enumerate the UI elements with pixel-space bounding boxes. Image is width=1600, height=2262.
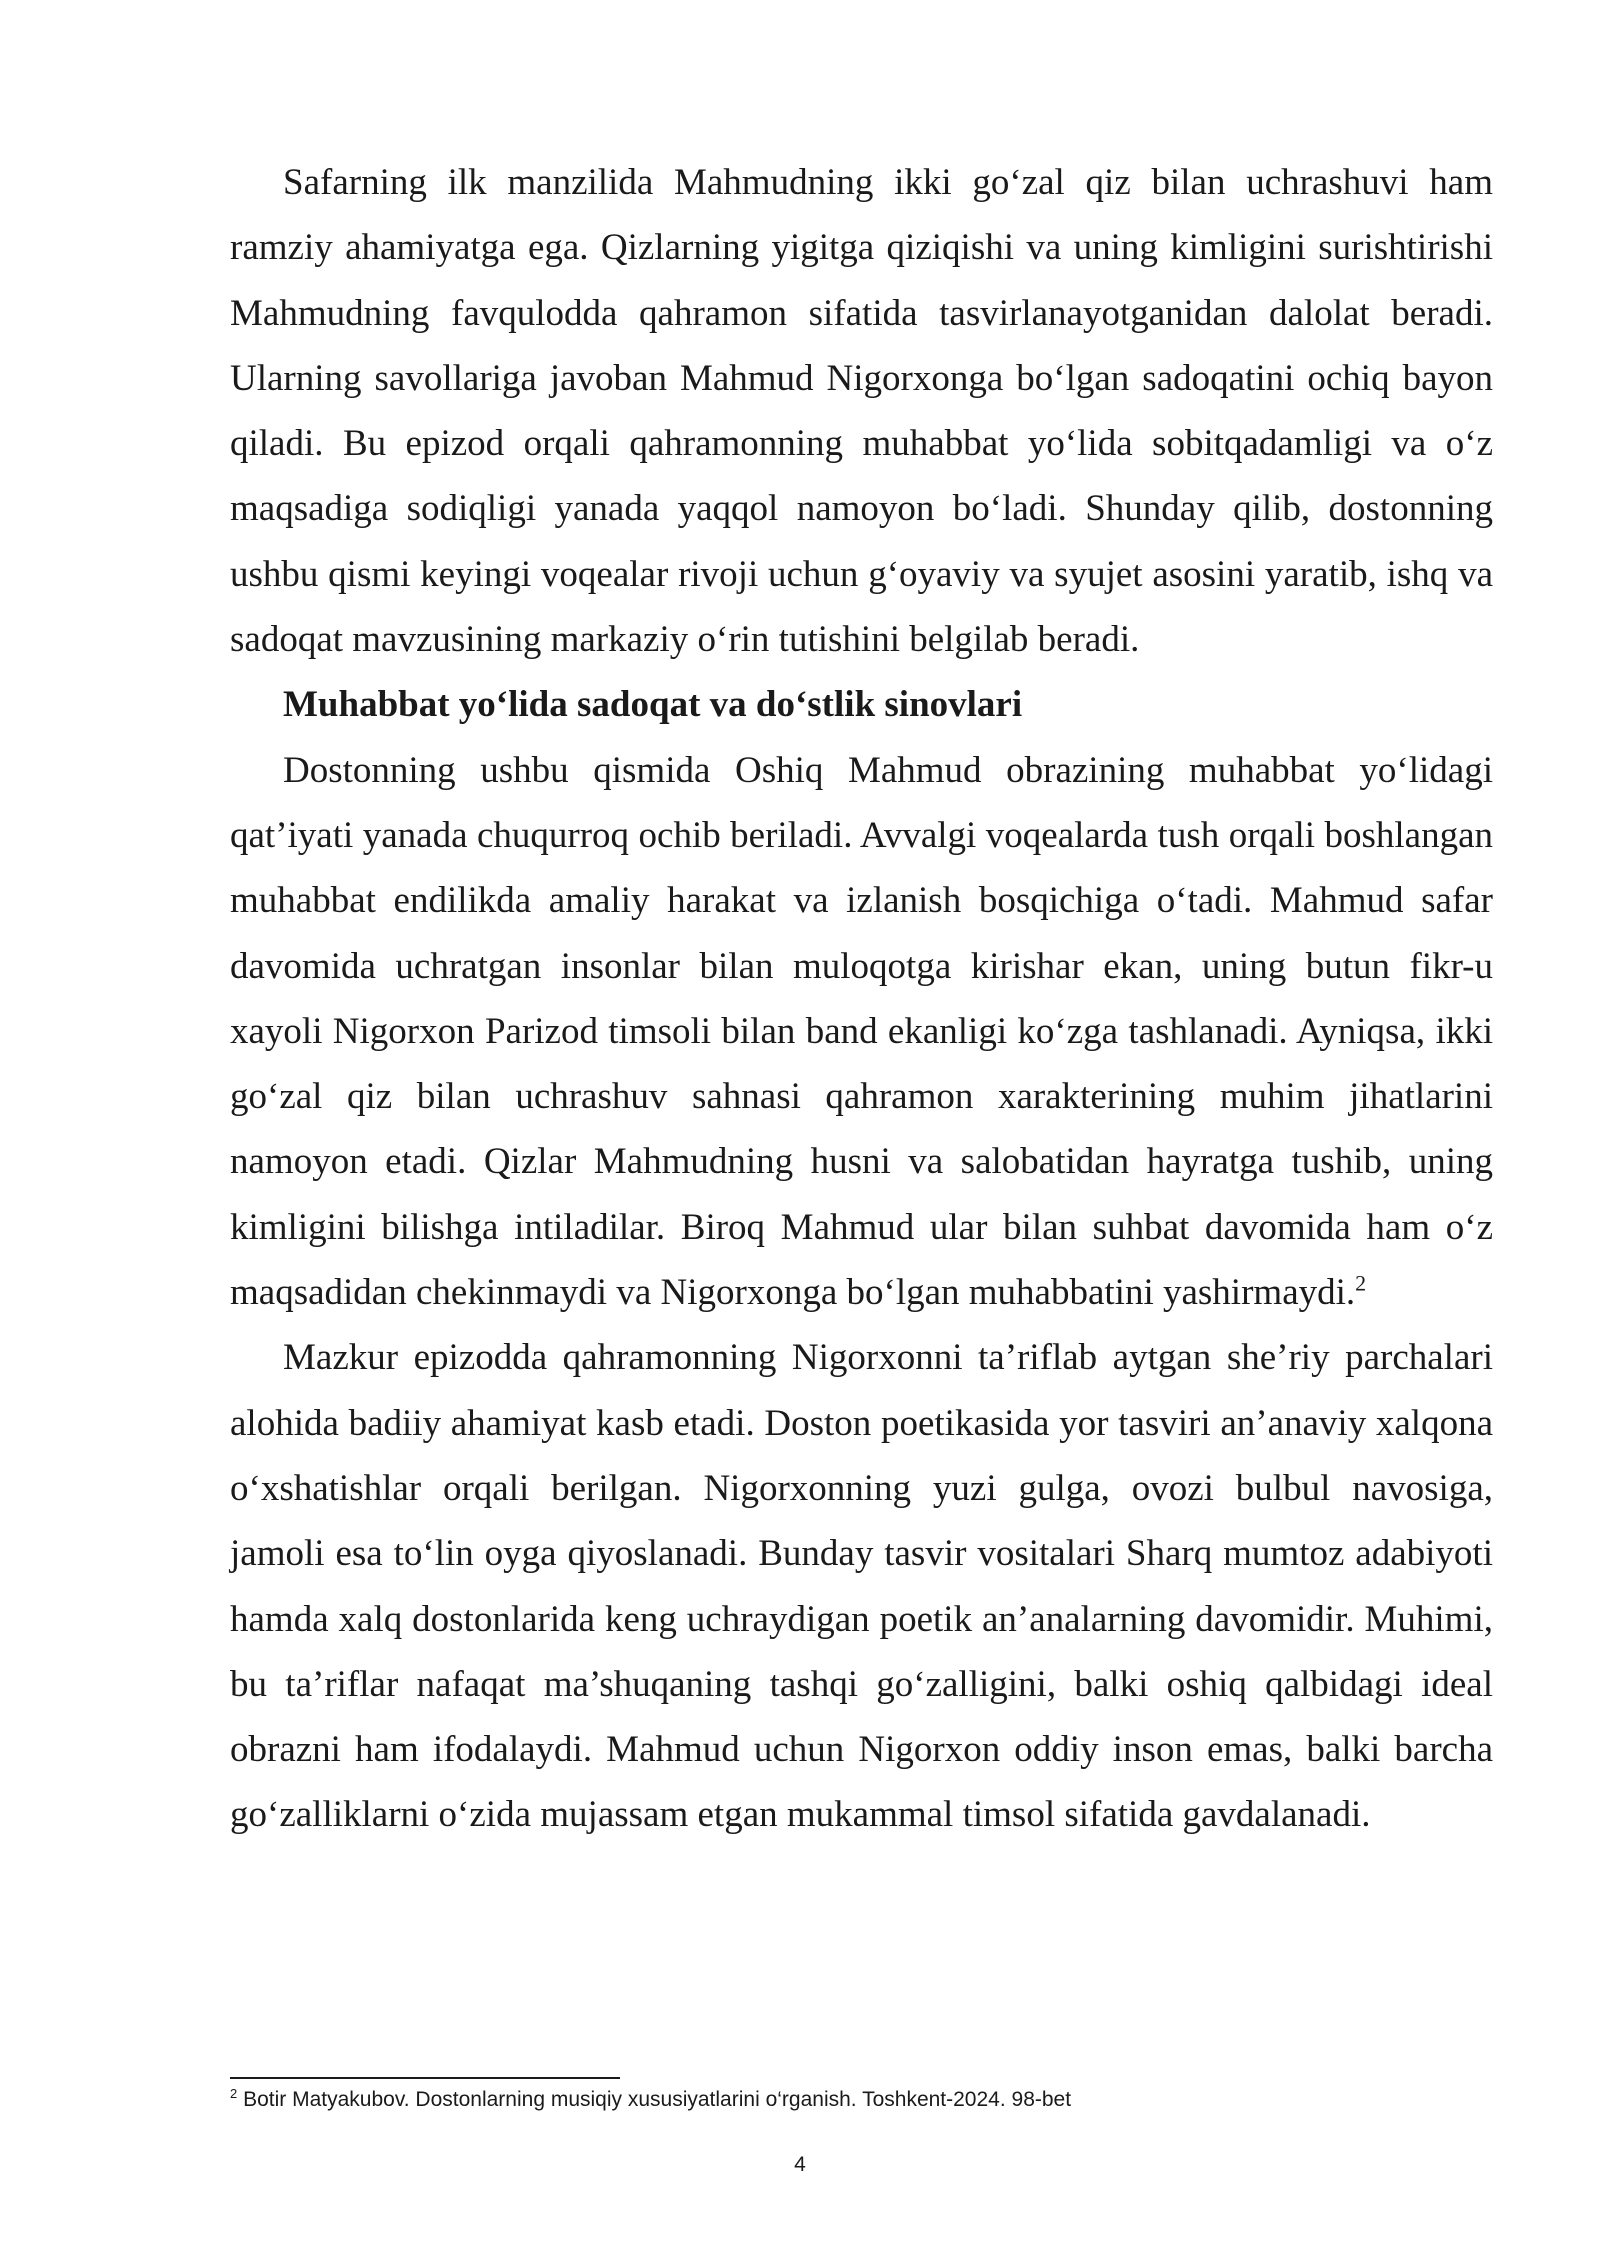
body-text (230, 150, 1493, 1848)
paragraph-2 (230, 738, 1493, 1326)
paragraph-2-text: Dostonning ushbu qismida Oshiq Mahmud obrazining muhabbat yo‘lidagi qat’iyati yanada chuqurroq ochib beriladi. Avvalgi voqealarda tush orqali boshlangan muhabbat endilikda amaliy harakat va izlanish bosqichiga o‘tadi. Mahmud safar davomida uchratgan insonlar bilan muloqotga kirishar ekan, uning butun fikr-u xayoli Nigorxon Parizod timsoli bilan band ekanligi ko‘zga tashlanadi. Ayniqsa, ikki go‘zal qiz bilan uchrashuv sahnasi qahramon xarakterining muhim jihatlarini namoyon etadi. Qizlar Mahmudning husni va salobatidan hayratga tushib, uning kimligini bilishga intiladilar. Biroq Mahmud ular bilan suhbat davomida ham o‘z maqsadidan chekinmaydi va Nigorxonga bo‘lgan muhabbatini yashirmaydi. (230, 749, 1493, 1314)
footnote-marker: 2 (230, 2086, 238, 2101)
section-heading: Muhabbat yo‘lida sadoqat va do‘stlik sinovlari (283, 684, 1023, 726)
footnote-text: Botir Matyakubov. Dostonlarning musiqiy xususiyatlarini o‘rganish. Toshkent-2024. 98-bet (243, 2088, 1072, 2111)
footnote-separator (230, 2077, 620, 2079)
footnote-reference[interactable]: 2 (1355, 1270, 1367, 1296)
paragraph-1: Safarning ilk manzilida Mahmudning ikki go‘zal qiz bilan uchrashuvi ham ramziy ahamiyatga ega. Qizlarning yigitga qiziqishi va uning kimligini surishtirishi Mahmudning favqulodda qahramon sifatida tasvirlanayotganidan dalolat beradi. Ularning savollariga javoban Mahmud Nigorxonga bo‘lgan sadoqatini ochiq bayon qiladi. Bu epizod orqali qahramonning muhabbat yo‘lida sobitqadamligi va o‘z maqsadiga sodiqligi yanada yaqqol namoyon bo‘ladi. Shunday qilib, dostonning ushbu qismi keyingi voqealar rivoji uchun g‘oyaviy va syujet asosini yaratib, ishq va sadoqat mavzusining markaziy o‘rin tutishini belgilab beradi. (230, 162, 1493, 661)
page-number: 4 (794, 2153, 806, 2176)
paragraph-3: Mazkur epizodda qahramonning Nigorxonni ta’riflab aytgan she’riy parchalari alohida badiiy ahamiyat kasb etadi. Doston poetikasida yor tasviri an’anaviy xalqona o‘xshatishlar orqali berilgan. Nigorxonning yuzi gulga, ovozi bulbul navosiga, jamoli esa to‘lin oyga qiyoslanadi. Bunday tasvir vositalari Sharq mumtoz adabiyoti hamda xalq dostonlarida keng uchraydigan poetik an’analarning davomidir. Muhimi, bu ta’riflar nafaqat ma’shuqaning tashqi go‘zalligini, balki oshiq qalbidagi ideal obrazni ham ifodalaydi. Mahmud uchun Nigorxon oddiy inson emas, balki barcha go‘zalliklarni o‘zida mujassam etgan mukammal timsol sifatida gavdalanadi. (230, 1337, 1493, 1836)
footnote (230, 2084, 1493, 2116)
